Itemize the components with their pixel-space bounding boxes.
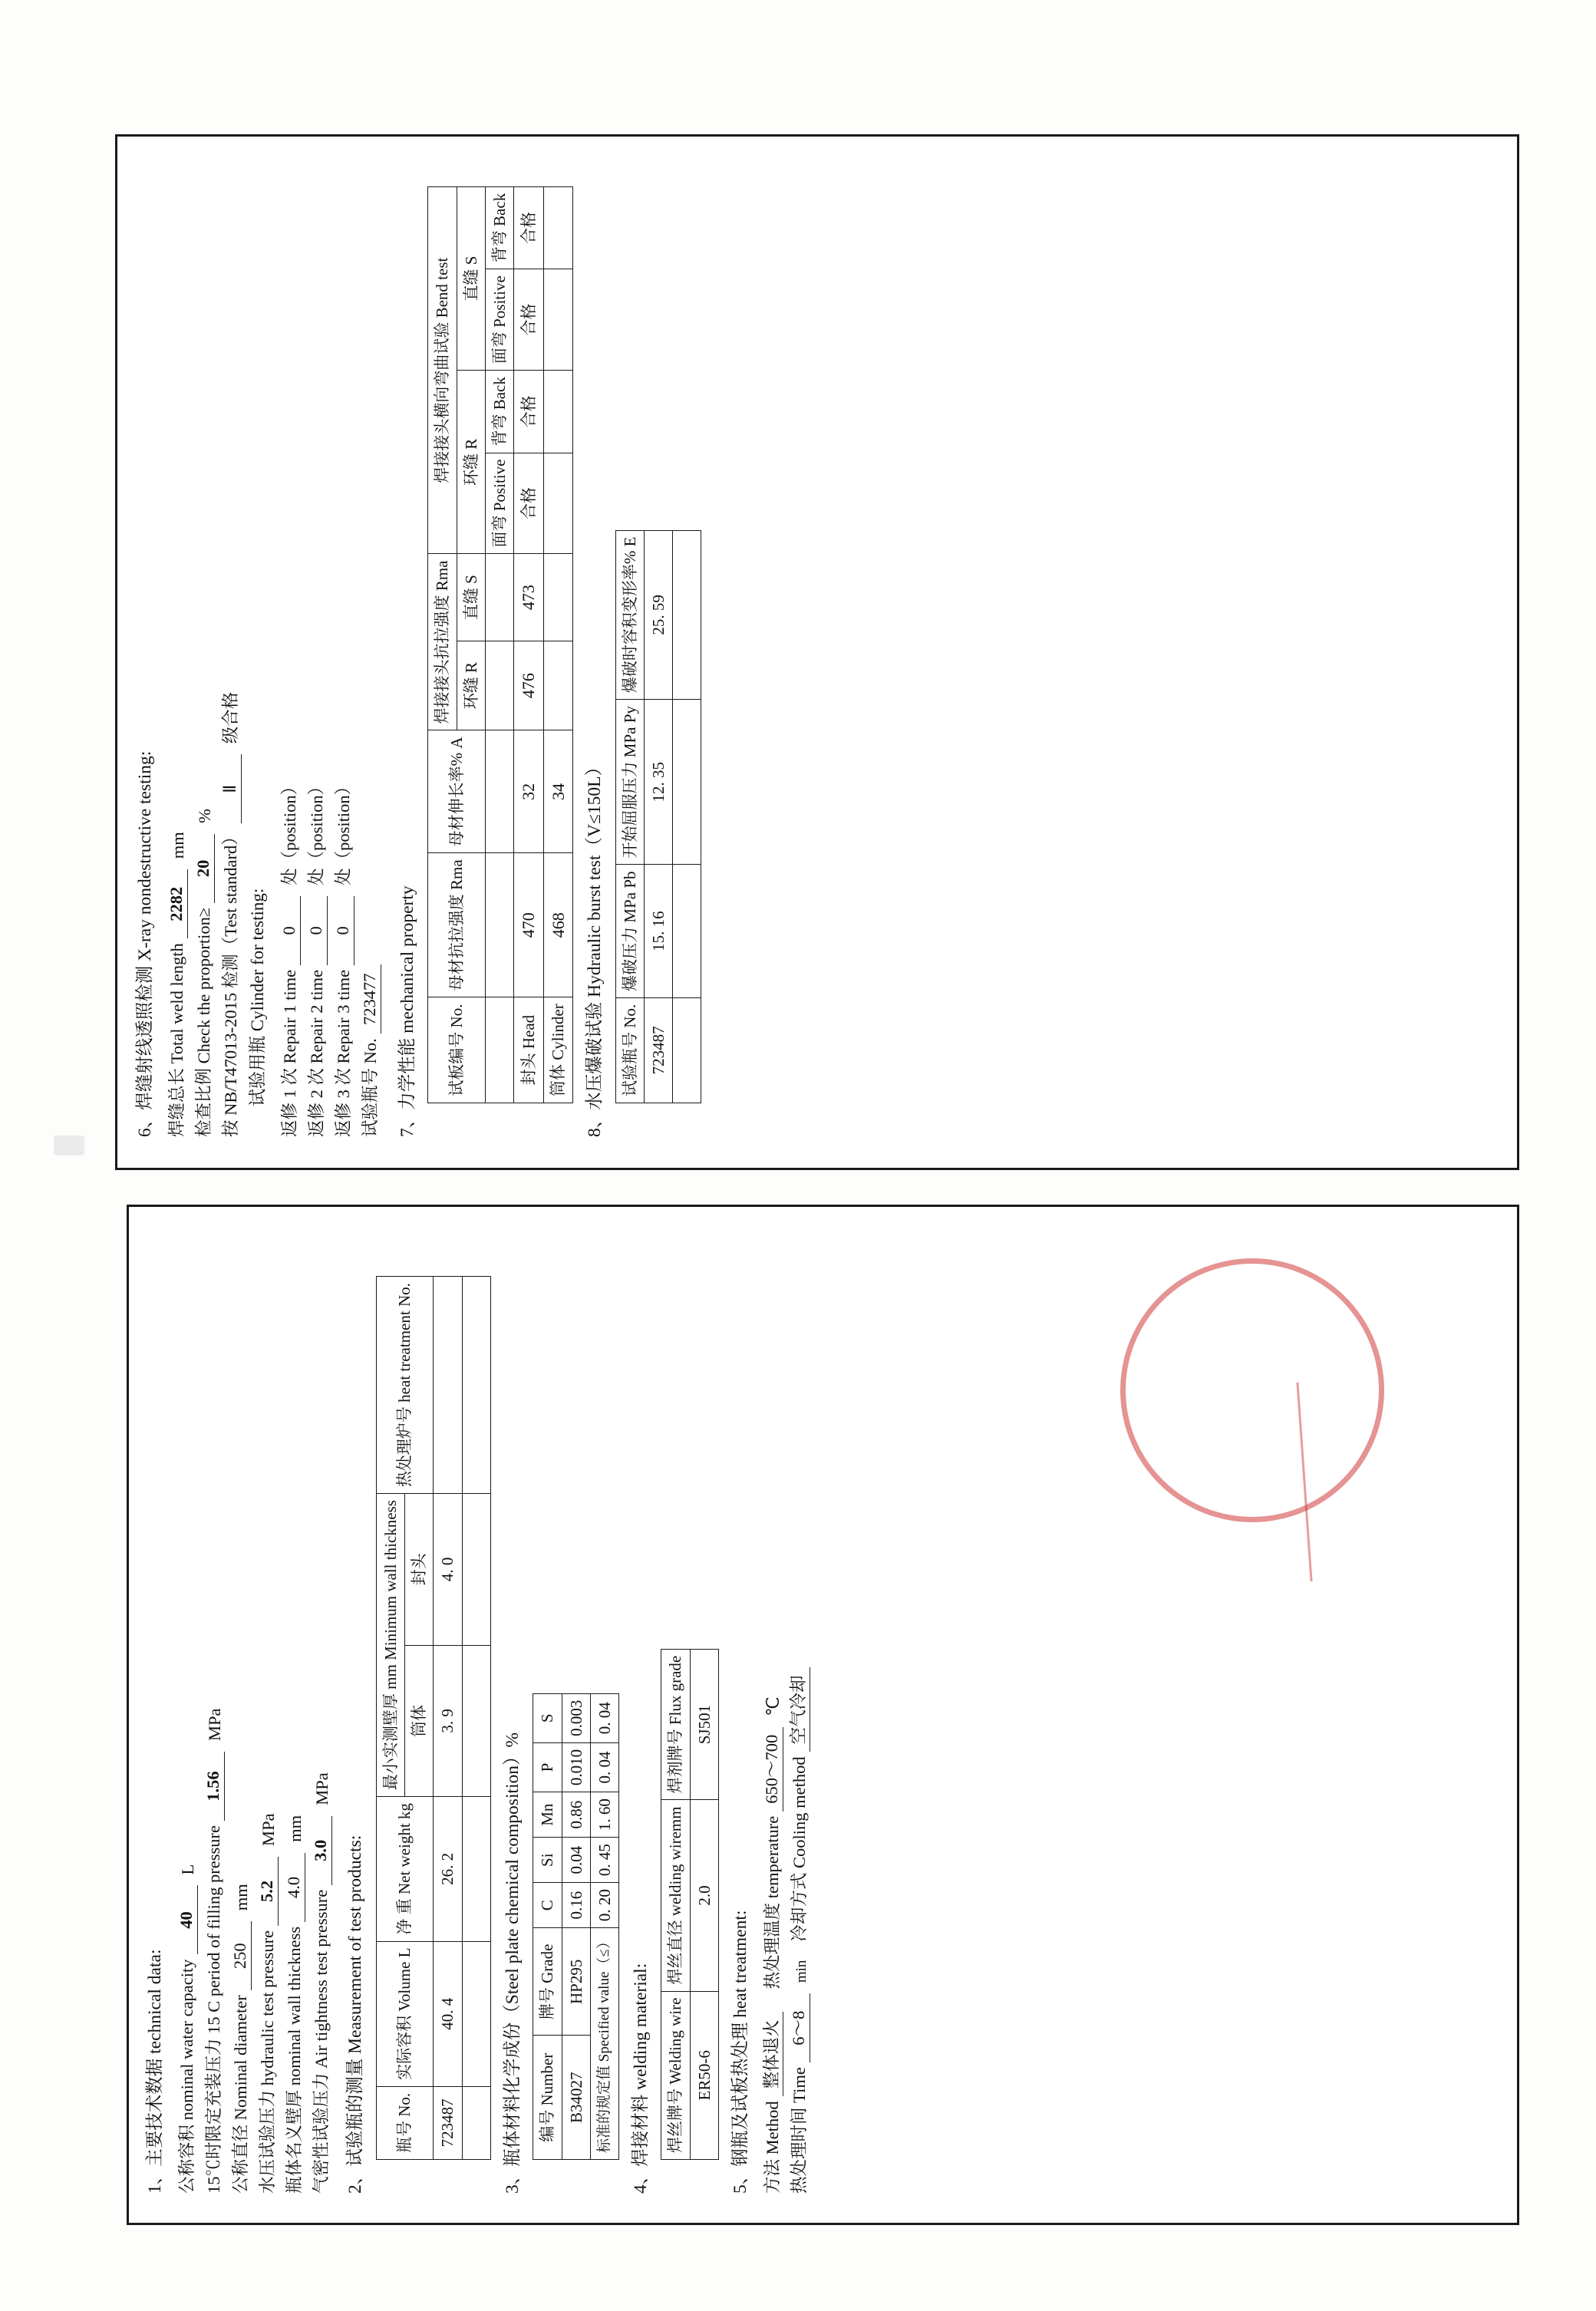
repair-1-unit: 处（position） bbox=[280, 777, 300, 885]
weld-length-value: 2282 bbox=[165, 869, 188, 938]
heat-method-label: 方法 Method bbox=[763, 2101, 783, 2194]
test-standard-label: 按 NB/T47013-2015 检测（Test standard） bbox=[221, 828, 241, 1137]
nominal-wall-thickness-unit: mm bbox=[285, 1815, 305, 1842]
cylinder-for-testing-label: 试验用瓶 Cylinder for testing: bbox=[248, 888, 268, 1106]
cell-sample: 封头 Head bbox=[514, 997, 544, 1103]
nominal-capacity-value: 40 bbox=[175, 1885, 198, 1954]
test-standard-value: Ⅱ bbox=[219, 754, 242, 823]
repair-3-row bbox=[330, 157, 354, 1137]
cell-circ-positive: 合格 bbox=[514, 453, 544, 554]
check-proportion-unit: % bbox=[195, 809, 215, 823]
cell-str-back bbox=[543, 186, 573, 269]
th-bottle-no: 瓶号 No. bbox=[376, 2086, 434, 2159]
nominal-diameter-unit: mm bbox=[232, 1884, 252, 1911]
table-header-row bbox=[533, 1693, 562, 2159]
repair-2-value: 0 bbox=[305, 896, 328, 965]
repair-2-row bbox=[303, 157, 328, 1137]
th-yield-pressure: 开始屈服压力 MPa Py bbox=[615, 700, 644, 865]
cell-cylinder-thickness: 3. 9 bbox=[434, 1645, 462, 1797]
heat-time-row bbox=[786, 1225, 810, 2194]
table-row bbox=[590, 1693, 618, 2159]
th-circ-seam-r: 环缝 R bbox=[457, 641, 485, 730]
welding-material-table bbox=[661, 1649, 719, 2160]
hydraulic-burst-table bbox=[615, 530, 702, 1103]
cell-base-tensile: 470 bbox=[514, 853, 544, 997]
cell-expansion bbox=[673, 530, 701, 700]
th-sample-no: 试板编号 No. bbox=[428, 997, 486, 1103]
cell-yield bbox=[673, 700, 701, 865]
hydraulic-test-pressure-row bbox=[254, 1225, 279, 2194]
th-si: Si bbox=[533, 1838, 562, 1883]
th-s: S bbox=[533, 1693, 562, 1742]
air-tightness-pressure-value: 3.0 bbox=[309, 1816, 332, 1885]
table-row bbox=[514, 186, 544, 1103]
cell-specified-value-label: 标准的规定值 Specified value（≤） bbox=[590, 1928, 618, 2160]
th-volume: 实际容积 Volume L bbox=[376, 1941, 434, 2086]
heat-method-value: 整体退火 bbox=[760, 2012, 783, 2096]
heat-time-unit: min bbox=[793, 1960, 810, 1983]
table-header-row bbox=[615, 530, 644, 1103]
test-bottle-no-label: 试验瓶号 No. bbox=[361, 1038, 381, 1137]
check-proportion-value: 20 bbox=[192, 834, 215, 903]
repair-3-unit: 处（position） bbox=[334, 777, 354, 885]
table-row bbox=[434, 1277, 462, 2160]
cell-str-positive bbox=[543, 269, 573, 371]
th-straight-seam-s: 直缝 S bbox=[457, 554, 485, 641]
filling-pressure-label: 15℃时限定充装压力 15 C period of filling pressure bbox=[204, 1825, 224, 2194]
cell-weld-s: 473 bbox=[514, 554, 544, 641]
th-bend-circ-seam: 环缝 R bbox=[457, 371, 485, 554]
section-7-heading: 7、力学性能 mechanical property bbox=[397, 885, 418, 1137]
cell-s: 0. 04 bbox=[590, 1693, 618, 1742]
cell-str-positive: 合格 bbox=[514, 269, 544, 371]
test-bottle-no-row bbox=[357, 157, 381, 1137]
section-1-heading: 1、主要技术数据 technical data: bbox=[145, 1949, 165, 2194]
cell-str-back: 合格 bbox=[514, 186, 544, 269]
cell-volume: 40. 4 bbox=[434, 1941, 462, 2086]
nominal-diameter-row bbox=[227, 1225, 252, 2194]
nominal-capacity-unit: L bbox=[178, 1864, 198, 1875]
measurement-table bbox=[376, 1276, 491, 2160]
cell-base-elongation: 32 bbox=[514, 730, 544, 853]
cell-circ-back bbox=[543, 371, 573, 453]
table-row bbox=[690, 1649, 718, 2159]
heat-method-row bbox=[759, 1225, 783, 2194]
cell-mn: 0.86 bbox=[562, 1792, 590, 1838]
filling-pressure-unit: MPa bbox=[205, 1708, 225, 1742]
th-volume-expansion: 爆破时容积变形率% E bbox=[615, 530, 644, 700]
cell-c: 0.16 bbox=[562, 1883, 590, 1928]
th-blank-3 bbox=[485, 730, 513, 853]
th-burst-pressure: 爆破压力 MPa Pb bbox=[615, 865, 644, 997]
air-tightness-pressure-unit: MPa bbox=[312, 1772, 332, 1805]
th-wire-diameter: 焊丝直径 welding wiremm bbox=[661, 1800, 690, 1991]
cell-bottle-no bbox=[673, 997, 701, 1103]
nominal-diameter-value: 250 bbox=[229, 1921, 252, 1990]
chemical-composition-table bbox=[533, 1693, 619, 2160]
cell-yield: 12. 35 bbox=[644, 700, 672, 865]
section-8-heading: 8、水压爆破试验 Hydraulic burst test（V≤150L） bbox=[585, 758, 605, 1137]
section-5-heading: 5、钢瓶及试板热处理 heat treatment: bbox=[730, 1910, 750, 2194]
section-2-heading: 2、试验瓶的测量 Measurement of test products: bbox=[345, 1835, 366, 2194]
cell-net-weight bbox=[462, 1797, 490, 1941]
cell-head-thickness bbox=[462, 1494, 490, 1646]
th-weld-tensile: 焊接接头抗拉强度 Rma bbox=[428, 554, 457, 730]
cell-grade: HP295 bbox=[562, 1928, 590, 2036]
nominal-capacity-label: 公称容积 nominal water capacity bbox=[177, 1959, 197, 2194]
heat-time-label: 热处理时间 Time bbox=[790, 2067, 810, 2194]
section-3-heading: 3、瓶体材料化学成份（Steel plate chemical composition）% bbox=[502, 1732, 523, 2194]
cell-base-tensile: 468 bbox=[543, 853, 573, 997]
cell-si: 0.04 bbox=[562, 1838, 590, 1883]
nominal-wall-thickness-row bbox=[281, 1225, 305, 2194]
th-bend-straight-seam: 直缝 S bbox=[457, 186, 485, 370]
document-panel-top bbox=[115, 134, 1519, 1170]
panel-top-content bbox=[117, 137, 1506, 1157]
th-min-wall-thickness: 最小实测壁厚 mm Minimum wall thickness bbox=[376, 1494, 404, 1797]
repair-2-unit: 处（position） bbox=[307, 777, 327, 885]
cell-burst bbox=[673, 865, 701, 997]
table-header-row bbox=[661, 1649, 690, 2159]
heat-time-value: 6～8 bbox=[787, 1993, 810, 2062]
th-circ-positive: 面弯 Positive bbox=[485, 453, 513, 554]
th-number: 编号 Number bbox=[533, 2036, 562, 2160]
cell-number: B34027 bbox=[562, 2036, 590, 2160]
heat-temperature-label: 热处理温度 temperature bbox=[763, 1815, 783, 1990]
cell-heat-no bbox=[434, 1277, 462, 1494]
th-flux-grade: 焊剂牌号 Flux grade bbox=[661, 1649, 690, 1800]
hydraulic-test-pressure-unit: MPa bbox=[259, 1813, 279, 1846]
cell-circ-positive bbox=[543, 453, 573, 554]
air-tightness-pressure-row bbox=[308, 1225, 332, 2194]
check-proportion-row bbox=[190, 157, 215, 1137]
nominal-diameter-label: 公称直径 Nominal diameter bbox=[231, 1995, 251, 2194]
filling-pressure-row bbox=[200, 1225, 225, 2194]
table-row bbox=[462, 1277, 490, 2160]
section-4-heading: 4、焊接材料 welding material: bbox=[631, 1963, 651, 2194]
table-row bbox=[543, 186, 573, 1103]
th-c: C bbox=[533, 1883, 562, 1928]
th-mn: Mn bbox=[533, 1792, 562, 1838]
table-subheader-row-2 bbox=[485, 186, 513, 1103]
cell-bottle-no: 723487 bbox=[644, 997, 672, 1103]
weld-length-label: 焊缝总长 Total weld length bbox=[167, 943, 187, 1137]
cell-cylinder-thickness bbox=[462, 1645, 490, 1797]
th-blank-2 bbox=[485, 853, 513, 997]
cell-p: 0.010 bbox=[562, 1742, 590, 1792]
mechanical-property-table bbox=[427, 186, 573, 1103]
th-circ-back: 背弯 Back bbox=[485, 371, 513, 453]
test-bottle-no-value: 723477 bbox=[358, 964, 381, 1034]
th-str-positive: 面弯 Positive bbox=[485, 269, 513, 371]
cell-p: 0. 04 bbox=[590, 1742, 618, 1792]
cooling-method-value: 空气冷却 bbox=[787, 1667, 810, 1752]
cooling-method-label: 冷却方式 Cooling method bbox=[790, 1756, 810, 1942]
hydraulic-test-pressure-value: 5.2 bbox=[256, 1857, 279, 1926]
th-grade: 牌号 Grade bbox=[533, 1928, 562, 2036]
nominal-wall-thickness-value: 4.0 bbox=[282, 1853, 305, 1922]
table-row bbox=[673, 530, 701, 1103]
cell-bottle-no: 723487 bbox=[434, 2086, 462, 2159]
nominal-capacity-row bbox=[173, 1225, 198, 2194]
panel-bottom-content bbox=[129, 1207, 1510, 2212]
check-proportion-label: 检查比例 Check the proportion≥ bbox=[194, 907, 214, 1137]
th-blank-5 bbox=[485, 554, 513, 641]
cell-weld-r: 476 bbox=[514, 641, 544, 730]
cell-c: 0. 20 bbox=[590, 1883, 618, 1928]
weld-length-row bbox=[163, 157, 188, 1137]
repair-1-row bbox=[276, 157, 301, 1137]
filling-pressure-value: 1.56 bbox=[202, 1752, 225, 1821]
th-bottle-no: 试验瓶号 No. bbox=[615, 997, 644, 1103]
cell-head-thickness: 4. 0 bbox=[434, 1494, 462, 1646]
th-wire-grade: 焊丝牌号 Welding wire bbox=[661, 1991, 690, 2159]
cell-weld-s bbox=[543, 554, 573, 641]
cell-weld-r bbox=[543, 641, 573, 730]
table-header-row bbox=[428, 186, 457, 1103]
cell-circ-back: 合格 bbox=[514, 371, 544, 453]
cell-mn: 1. 60 bbox=[590, 1792, 618, 1838]
th-p: P bbox=[533, 1742, 562, 1792]
cell-burst: 15. 16 bbox=[644, 865, 672, 997]
cell-base-elongation: 34 bbox=[543, 730, 573, 853]
table-header-row bbox=[376, 1277, 404, 2160]
cell-bottle-no bbox=[462, 2086, 490, 2159]
th-base-tensile: 母材抗拉强度 Rma bbox=[428, 853, 486, 997]
weld-length-unit: mm bbox=[168, 832, 188, 859]
cell-wire-diameter: 2.0 bbox=[690, 1800, 718, 1991]
th-str-back: 背弯 Back bbox=[485, 186, 513, 269]
cell-si: 0. 45 bbox=[590, 1838, 618, 1883]
hydraulic-test-pressure-label: 水压试验压力 hydraulic test pressure bbox=[258, 1930, 278, 2194]
cell-heat-no bbox=[462, 1277, 490, 1494]
section-6-heading: 6、焊缝射线透照检测 X-ray nondestructive testing: bbox=[135, 750, 155, 1137]
table-row bbox=[644, 530, 672, 1103]
th-weld-bend: 焊接接头横向弯曲试验 Bend test bbox=[428, 186, 457, 554]
repair-1-label: 返修 1 次 Repair 1 time bbox=[280, 969, 300, 1137]
th-net-weight: 净 重 Net weight kg bbox=[376, 1797, 434, 1941]
document-panel-bottom bbox=[127, 1205, 1519, 2225]
cell-s: 0.003 bbox=[562, 1693, 590, 1742]
scan-artifact bbox=[54, 1136, 84, 1156]
test-standard-row bbox=[217, 157, 242, 1137]
th-blank-1 bbox=[485, 997, 513, 1103]
test-standard-unit: 级合格 bbox=[221, 691, 241, 744]
cell-wire-grade: ER50-6 bbox=[690, 1991, 718, 2159]
cell-expansion: 25. 59 bbox=[644, 530, 672, 700]
cell-flux-grade: SJ501 bbox=[690, 1649, 718, 1800]
repair-1-value: 0 bbox=[278, 896, 301, 965]
th-blank-4 bbox=[485, 641, 513, 730]
th-heat-treatment-no: 热处理炉号 heat treatment No. bbox=[376, 1277, 434, 1494]
nominal-wall-thickness-label: 瓶体名义壁厚 nominal wall thickness bbox=[285, 1926, 305, 2194]
th-base-elongation: 母材伸长率% A bbox=[428, 730, 486, 853]
repair-2-label: 返修 2 次 Repair 2 time bbox=[307, 969, 327, 1137]
table-row bbox=[562, 1693, 590, 2159]
cell-net-weight: 26. 2 bbox=[434, 1797, 462, 1941]
repair-3-label: 返修 3 次 Repair 3 time bbox=[334, 969, 354, 1137]
cell-sample: 筒体 Cylinder bbox=[543, 997, 573, 1103]
air-tightness-pressure-label: 气密性试验压力 Air tightness test pressure bbox=[312, 1889, 331, 2194]
heat-temperature-value: 650～700 bbox=[760, 1727, 783, 1812]
repair-3-value: 0 bbox=[331, 896, 354, 965]
th-cylinder: 筒体 bbox=[405, 1645, 434, 1797]
heat-temperature-unit: ℃ bbox=[763, 1696, 783, 1716]
cell-volume bbox=[462, 1941, 490, 2086]
th-head: 封头 bbox=[405, 1494, 434, 1646]
